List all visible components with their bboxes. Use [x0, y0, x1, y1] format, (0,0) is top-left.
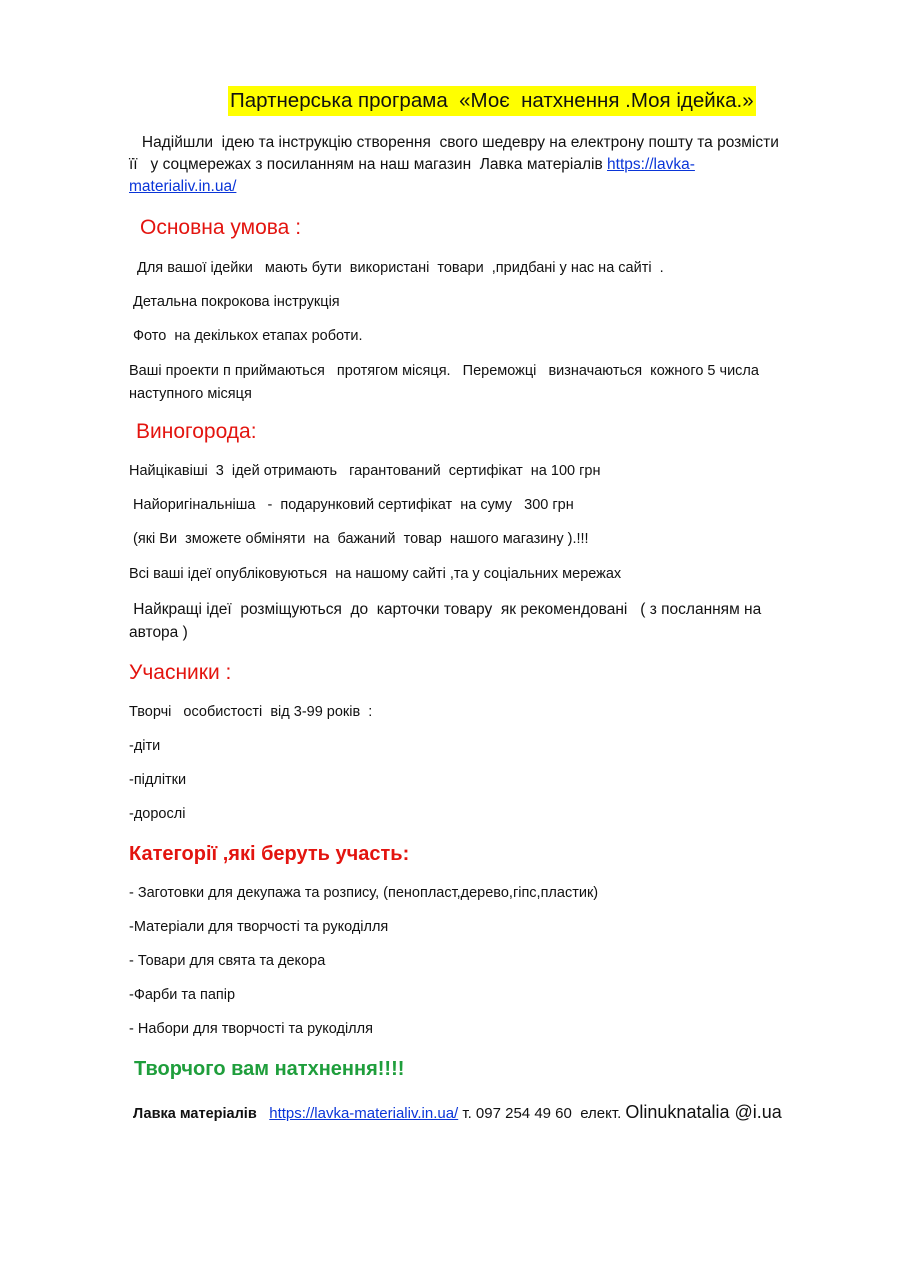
footer-contacts: [133, 1100, 782, 1126]
intro-line: Надійшли ідею та інструкцію створення свого шедевру на електрону пошту та розмісти: [129, 134, 779, 151]
reward-item: Найоригінальніша - подарунковий сертифікат на суму 300 грн: [129, 497, 574, 513]
best-ideas-line: Найкращі ідеї розміщуються до карточки товару як рекомендовані ( з посланням на: [129, 601, 762, 618]
best-ideas-line: автора ): [129, 624, 188, 641]
reward-item: Найцікавіші 3 ідей отримають гарантований сертифікат на 100 грн: [129, 463, 601, 479]
condition-item: Для вашої ідейки мають бути використані товари ,придбані у нас на сайті .: [133, 260, 664, 276]
reward-item: (які Ви зможете обміняти на бажаний товар нашого магазину ).!!!: [129, 531, 589, 547]
intro-line: [129, 176, 839, 198]
reward-item: Всі ваші ідеї опубліковуються на нашому сайті ,та у соціальних мережах: [129, 566, 622, 582]
footer-email: Olinuknatalia @i.ua: [625, 1102, 782, 1122]
projects-line: наступного місяця: [129, 386, 252, 402]
rewards-heading: Виногорода:: [136, 420, 257, 443]
category-item: - Заготовки для декупажа та розпису, (пенопласт,дерево,гіпс,пластик): [129, 885, 599, 901]
participant-item: -діти: [129, 738, 161, 754]
categories-heading: Категорії ,які беруть участь:: [129, 843, 410, 865]
category-item: -Фарби та папір: [129, 987, 236, 1003]
category-item: -Матеріали для творчості та рукоділля: [129, 919, 389, 935]
main-condition-heading: Основна умова :: [140, 216, 302, 239]
participant-item: Творчі особистості від 3-99 років :: [129, 704, 373, 720]
footer-shop-link[interactable]: https://lavka-materialiv.in.ua/: [269, 1105, 459, 1122]
participants-heading: Учасники :: [129, 661, 232, 684]
footer-shop-name: Лавка матеріалів: [133, 1106, 257, 1122]
intro-paragraph: [129, 132, 839, 198]
page-title: Партнерська програма «Моє натхнення .Моя ідейка.»: [228, 86, 756, 116]
participant-item: -підлітки: [129, 772, 187, 788]
closing-message: Творчого вам натхнення!!!!: [134, 1058, 405, 1080]
best-ideas-paragraph: [129, 598, 829, 644]
intro-text: її у соцмережах з посиланням на наш магазин Лавка матеріалів: [129, 156, 608, 173]
footer-phone: т. 097 254 49 60 елект.: [458, 1105, 626, 1122]
category-item: - Товари для свята та декора: [129, 953, 326, 969]
condition-item: Детальна покрокова інструкція: [133, 294, 340, 310]
condition-item: Фото на декількох етапах роботи.: [133, 328, 363, 344]
projects-line: Ваші проекти п приймаються протягом місяця. Переможці визначаються кожного 5 числа: [129, 363, 759, 379]
projects-paragraph: [129, 360, 829, 406]
shop-link-continued[interactable]: materialiv.in.ua/: [129, 178, 237, 195]
intro-line: [129, 154, 839, 176]
shop-link[interactable]: https://lavka-: [607, 156, 695, 173]
participant-item: -дорослі: [129, 806, 186, 822]
category-item: - Набори для творчості та рукоділля: [129, 1021, 373, 1037]
